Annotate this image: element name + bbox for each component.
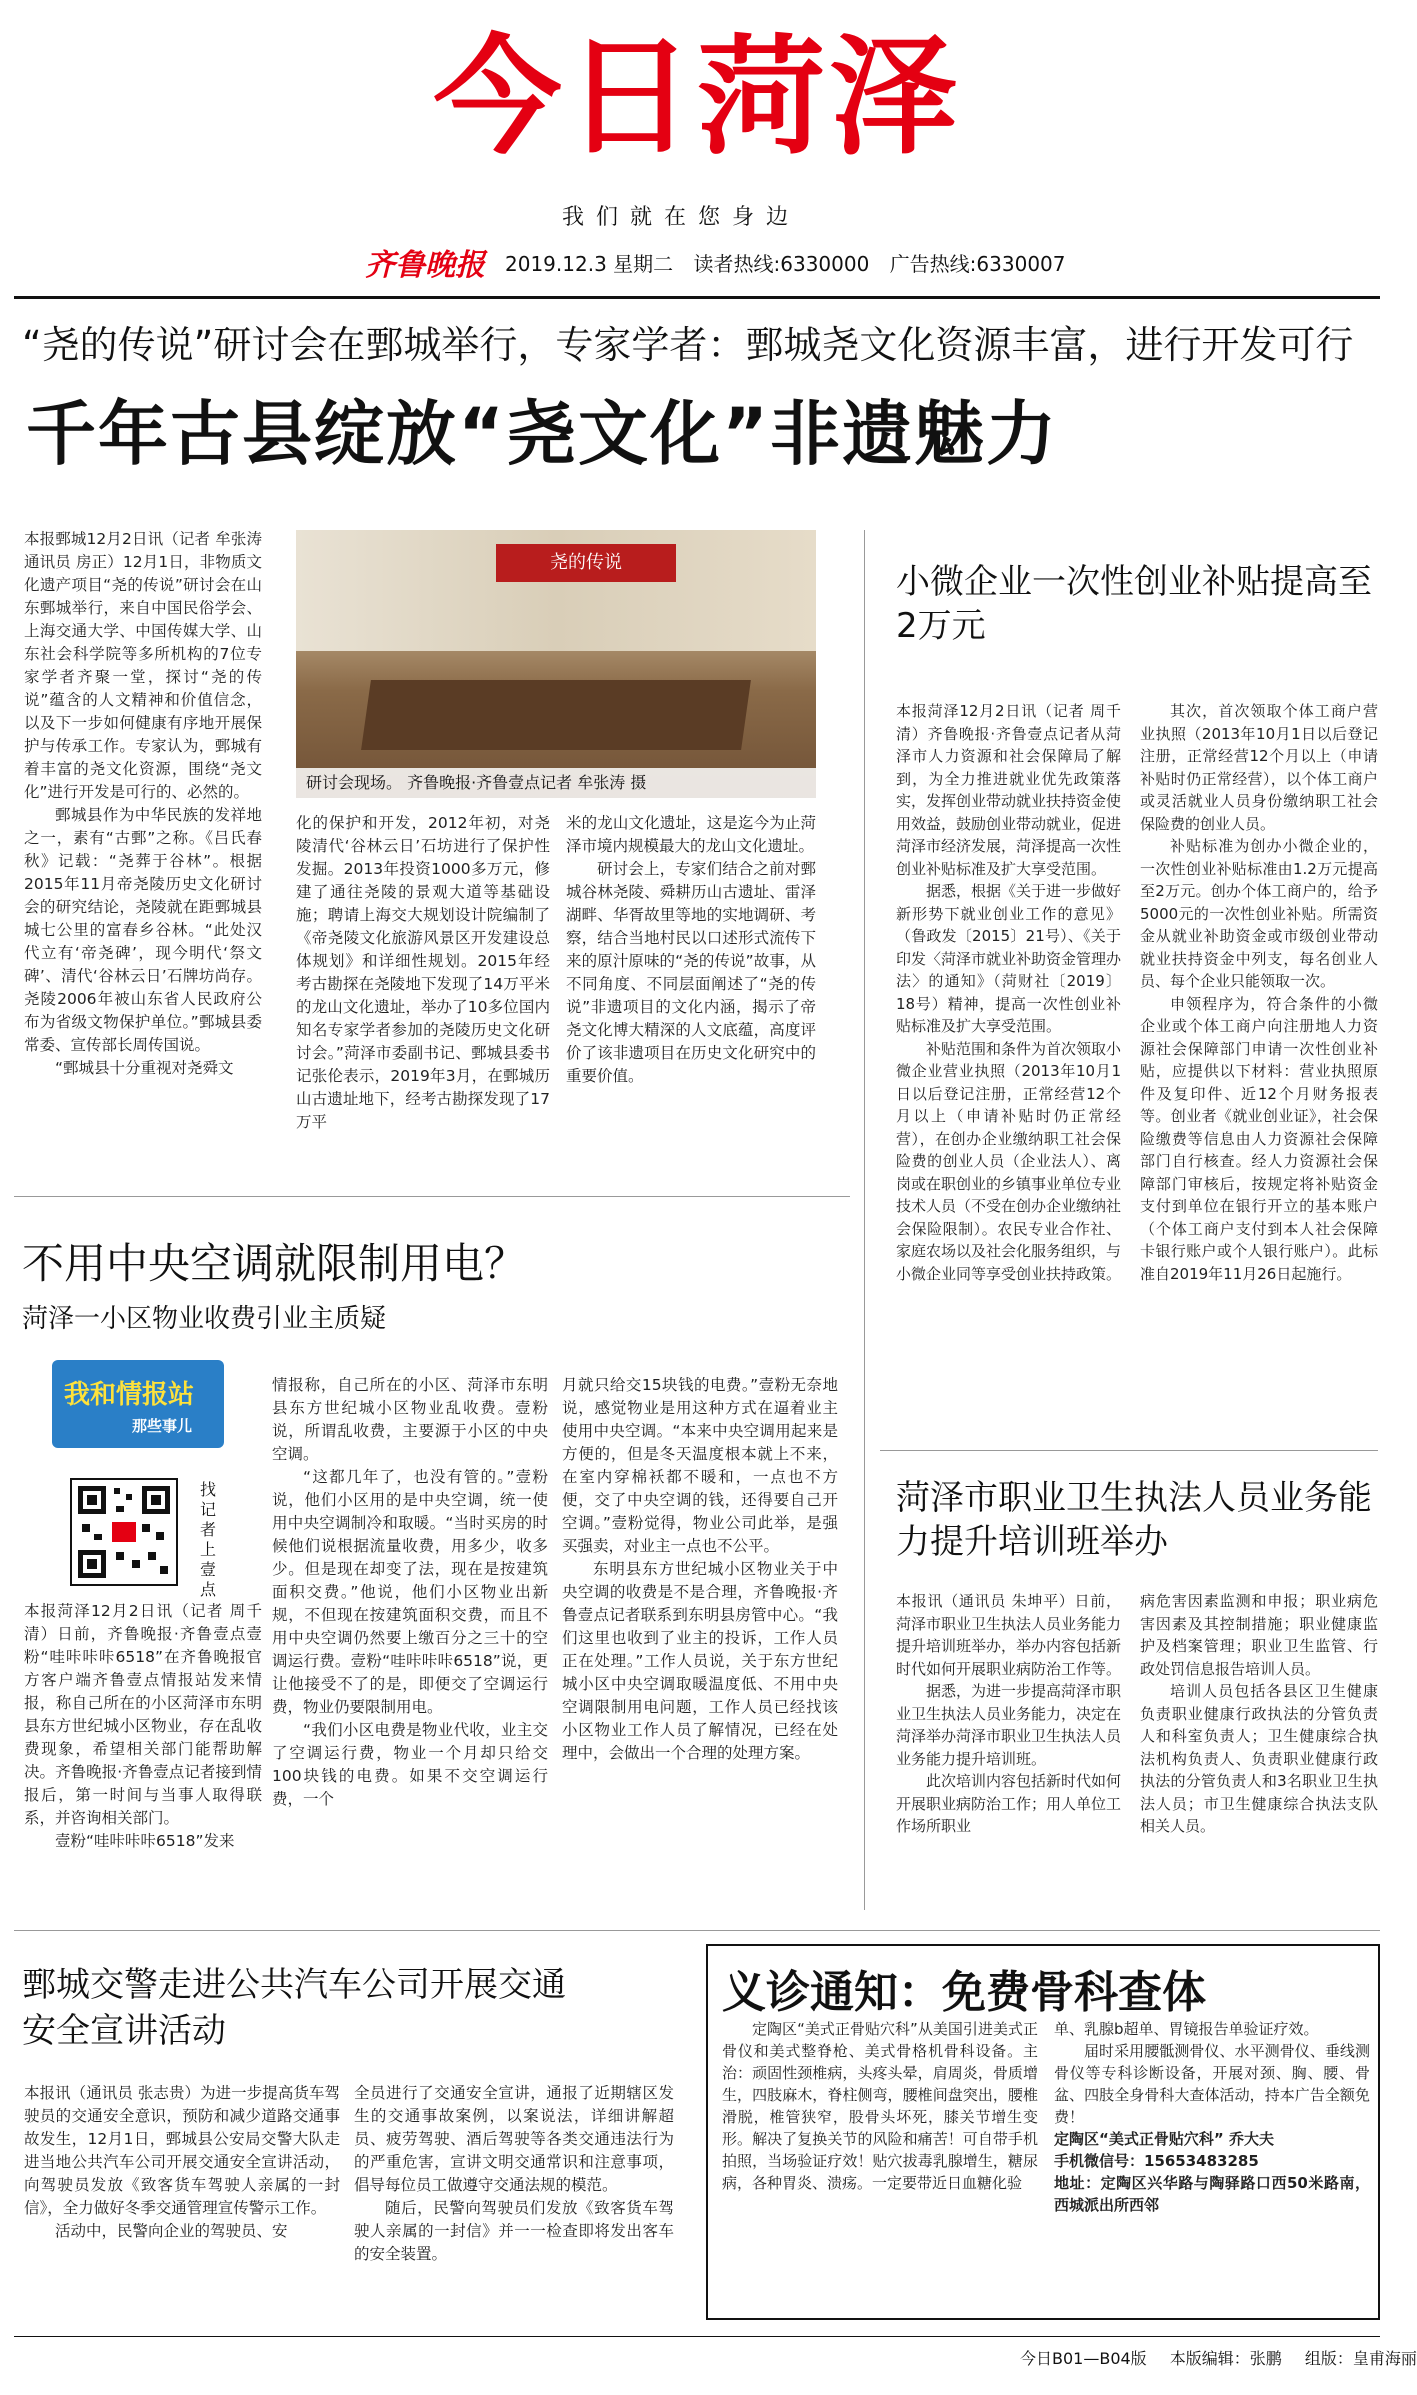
- story2-para: 补贴范围和条件为首次领取小微企业营业执照（2013年10月1日以后登记注册，正常经营12个月以上（申请补贴时仍正常经营），在创办企业缴纳职工社会保险费的创业人员（企业法人）、离岗或在职创业的乡镇事业单位专业技术人员（不受在创办企业缴纳社会保险限制）。农民专业合作社、家庭农场以及社会化服务组织，与小微企业同等享受创业扶持政策。: [896, 1039, 1122, 1283]
- section-divider: [14, 1196, 850, 1197]
- story3-headline: 不用中央空调就限制用电？: [22, 1239, 527, 1288]
- story4-para: 据悉，为进一步提高菏泽市职业卫生执法人员业务能力，决定在菏泽举办菏泽市职业卫生执法人员业务能力提升培训班。: [896, 1682, 1122, 1768]
- story1-para: 化的保护和开发，2012年初，对尧陵清代‘谷林云日’石坊进行了保护性发掘。2013年投资1000多万元，修建了通往尧陵的景观大道等基础设施；聘请上海交大规划设计院编制了《帝尧陵文化旅游风景区开发建设总体规划》和详细性规划。2015年经考古勘探在尧陵地下发现了14万平米的龙山文化遗址，举办了10多位国内知名专家学者参加的尧陵历史文化研讨会。”菏泽市委副书记、鄄城县委书记张伦表示，2019年3月，在鄄城历山古遗址地下，经考古勘探发现了17万平: [296, 814, 550, 1131]
- section-divider: [880, 1450, 1378, 1451]
- story1-para: 鄄城县作为中华民族的发祥地之一，素有“古鄄”之称。《吕氏春秋》记载：“尧葬于谷林”。根据2015年11月帝尧陵历史文化研讨会的研究结论，尧陵就在距鄄城县城七公里的富春乡谷林。“此处汉代立有‘帝尧碑’，现今明代‘祭文碑’、清代‘谷林云日’石牌坊尚存。尧陵2006年被山东省人民政府公布为省级文物保护单位。”鄄城县委常委、宣传部长周传国说。: [24, 806, 262, 1054]
- story1-para: “鄄城县十分重视对尧舜文: [55, 1059, 234, 1077]
- clinic-notice-box: [706, 1944, 1380, 2320]
- story1-column-3: [566, 812, 816, 1176]
- notice-column-1: [722, 2018, 1038, 2314]
- story1-photo: [296, 530, 816, 798]
- story3-column-3: [562, 1374, 838, 1890]
- story1-para: 研讨会上，专家们结合之前对鄄城谷林尧陵、舜耕历山古遗址、雷泽湖畔、华胥故里等地的实地调研、考察，结合当地村民以口述形式流传下来的原汁原味的“尧的传说”故事，从不同角度、不同层面阐述了“尧的传说”非遗项目的文化内涵，揭示了帝尧文化博大精深的人文底蕴，高度评价了该非遗项目在历史文化研究中的重要价值。: [566, 860, 816, 1085]
- story4-headline: 菏泽市职业卫生执法人员业务能力提升培训班举办: [896, 1478, 1372, 1562]
- masthead-dateline: [505, 248, 1066, 277]
- story1-kicker: “尧的传说”研讨会在鄄城举行，专家学者：鄄城尧文化资源丰富，进行开发可行: [22, 323, 1354, 367]
- qr-label: 找记者 上壹点: [200, 1480, 217, 1599]
- story1-para: 本报鄄城12月2日讯（记者 牟张涛 通讯员 房正）12月1日，非物质文化遗产项目“尧的传说”研讨会在山东鄄城举行，来自中国民俗学会、上海交通大学、中国传媒大学、山东社会科学院等多所机构的7位专家学者齐聚一堂，探讨“尧的传说”蕴含的人文精神和价值信念，以及下一步如何健康有序地开展保护与传承工作。专家认为，鄄城有着丰富的尧文化资源，围绕“尧文化”进行开发是可行的、必然的。: [24, 530, 262, 801]
- story4-para: 本报讯（通讯员 朱坤平）日前，菏泽市职业卫生执法人员业务能力提升培训班举办，举办内容包括新时代如何开展职业病防治工作等。: [896, 1592, 1122, 1678]
- card-subtitle: 那些事儿: [132, 1417, 193, 1435]
- story5-para: 本报讯（通讯员 张志贵）为进一步提高货车驾驶员的交通安全意识，预防和减少道路交通事故发生，12月1日，鄄城县公安局交警大队走进当地公共汽车公司开展交通安全宣讲活动，向驾驶员发放《致客货车驾驶人亲属的一封信》，全力做好冬季交通管理宣传警示工作。: [24, 2084, 340, 2217]
- story5-column-2: [354, 2082, 674, 2312]
- story3-para: 情报称，自己所在的小区、菏泽市东明县东方世纪城小区物业乱收费。壹粉说，所谓乱收费，主要源于小区的中央空调。: [272, 1376, 548, 1463]
- story1-column-1: [24, 528, 262, 1176]
- story4-para: 病危害因素监测和申报；职业病危害因素及其控制措施；职业健康监护及档案管理；职业卫生监管、行政处罚信息报告培训人员。: [1140, 1592, 1378, 1678]
- photo-banner: 尧的传说: [496, 544, 676, 582]
- story1-para: 米的龙山文化遗址，这是迄今为止菏泽市境内规模最大的龙山文化遗址。: [566, 814, 816, 855]
- qr-code: [70, 1478, 178, 1586]
- story1-column-2: [296, 812, 550, 1176]
- footer-rule: [14, 2336, 1380, 2337]
- story4-column-2: [1140, 1590, 1378, 1900]
- ad-hotline: 广告热线:6330007: [889, 252, 1066, 276]
- card-title: 我和情报站: [64, 1380, 195, 1410]
- story3-column-2: [272, 1374, 548, 1890]
- story2-headline: 小微企业一次性创业补贴提高至2万元: [896, 562, 1372, 646]
- story5-para: 活动中，民警向企业的驾驶员、安: [55, 2222, 288, 2240]
- notice-contact: 地址：定陶区兴华路与陶驿路口西50米路南，西城派出所西邻: [1054, 2174, 1370, 2214]
- masthead-title: 今日菏泽: [433, 23, 962, 172]
- section-divider: [14, 1930, 1380, 1931]
- brand-logo: 齐鲁晚报: [365, 248, 485, 283]
- notice-para: 定陶区“美式正骨贴穴科”从美国引进美式正骨仪和美式整脊枪、美式骨格机骨科设备。主治：顽固性颈椎病，头疼头晕，肩周炎，骨质增生，四肢麻木，脊柱侧弯，腰椎间盘突出，腰椎滑脱，椎管狭窄，股骨头坏死，膝关节增生变形。解决了复换关节的风险和痛苦！可自带手机拍照，当场验证疗效！贴穴拔毒乳腺增生，糖尿病，各种胃炎、溃疡。一定要带近日血糖化验: [722, 2020, 1038, 2192]
- story2-para: 本报菏泽12月2日讯（记者 周千清）齐鲁晚报·齐鲁壹点记者从菏泽市人力资源和社会保障局了解到，为全力推进就业优先政策落实，发挥创业带动就业扶持资金使用效益，鼓励创业带动就业，促进菏泽市经济发展，菏泽提高一次性创业补贴标准及扩大享受范围。: [896, 702, 1122, 878]
- story3-para: 壹粉“哇咔咔咔6518”发来: [55, 1832, 235, 1850]
- story5-column-1: [24, 2082, 340, 2312]
- notice-contact: 定陶区“美式正骨贴穴科” 乔大夫: [1054, 2130, 1274, 2148]
- story2-para: 申领程序为，符合条件的小微企业或个体工商户向注册地人力资源社会保障部门申请一次性创业补贴，应提供以下材料：营业执照原件及复印件、近12个月财务报表等。创业者《就业创业证》，社会保险缴费等信息由人力资源社会保障部门自行核查。经人力资源社会保障部门审核后，按规定将补贴资金支付到单位在银行开立的基本账户（个体工商户支付到本人社会保障卡银行账户或个人银行账户）。此标准自2019年11月26日起施行。: [1140, 994, 1378, 1283]
- column-divider: [864, 530, 865, 1910]
- footer-proof: 组版：皇甫海丽: [1304, 2349, 1417, 2368]
- intel-station-card: [52, 1360, 224, 1448]
- story3-para: 本报菏泽12月2日讯（记者 周千清）日前，齐鲁晚报·齐鲁壹点壹粉“哇咔咔咔6518”在齐鲁晚报官方客户端齐鲁壹点情报站发来情报，称自己所在的小区菏泽市东明县东方世纪城小区物业，存在乱收费现象，希望相关部门能帮助解决。齐鲁晚报·齐鲁壹点记者接到情报后，第一时间与当事人取得联系，并咨询相关部门。: [24, 1602, 262, 1827]
- masthead-slogan: 我们就在您身边: [562, 205, 801, 230]
- story3-para: “这都几年了，也没有管的。”壹粉说，他们小区用的是中央空调，统一使用中央空调制冷和取暖。“当时买房的时候他们说根据流量收费，用多少，收多少。但是现在却变了法，现在是按建筑面积交费。”他说，他们小区物业出新规，不但现在按建筑面积交费，而且不用中央空调仍然要上缴百分之三十的空调运行费。壹粉“哇咔咔咔6518”说，更让他接受不了的是，即便交了空调运行费，物业仍要限制用电。: [272, 1468, 548, 1716]
- footer-pages: 今日B01—B04版: [1020, 2349, 1147, 2368]
- reader-hotline: 读者热线:6330000: [693, 252, 870, 276]
- story3-subhead: 菏泽一小区物业收费引业主质疑: [22, 1304, 387, 1334]
- notice-para: 单、乳腺b超单、胃镜报告单验证疗效。: [1054, 2020, 1319, 2038]
- story3-para: 东明县东方世纪城小区物业关于中央空调的收费是不是合理，齐鲁晚报·齐鲁壹点记者联系到东明县房管中心。“我们这里也收到了业主的投诉，工作人员正在处理。”工作人员说，关于东方世纪城小区中央空调取暖温度低、不用中央空调限制用电问题，工作人员已经找该小区物业工作人员了解情况，已经在处理中，会做出一个合理的处理方案。: [562, 1560, 838, 1762]
- story4-para: 培训人员包括各县区卫生健康负责职业健康行政执法的分管负责人和科室负责人；卫生健康综合执法机构负责人、负责职业健康行政执法的分管负责人和3名职业卫生执法人员；市卫生健康综合执法支队相关人员。: [1140, 1682, 1378, 1835]
- story2-para: 据悉，根据《关于进一步做好新形势下就业创业工作的意见》（鲁政发〔2015〕21号）、《关于印发〈菏泽市就业补助资金管理办法〉的通知》（菏财社〔2019〕18号）精神，提高一次性创业补贴标准及扩大享受范围。: [896, 882, 1122, 1035]
- photo-conference-table: [361, 680, 751, 750]
- story1-headline: 千年古县绽放“尧文化”非遗魅力: [26, 393, 1059, 475]
- story4-column-1: [896, 1590, 1121, 1900]
- footer-editor: 本版编辑：张鹏: [1169, 2349, 1282, 2368]
- masthead-rule: [14, 296, 1380, 299]
- story3-column-1: [24, 1600, 262, 1890]
- story5-headline: 鄄城交警走进公共汽车公司开展交通安全宣讲活动: [22, 1965, 566, 2051]
- notice-column-2: [1054, 2018, 1370, 2314]
- story5-para: 随后，民警向驾驶员们发放《致客货车驾驶人亲属的一封信》并一一检查即将发出客车的安全装置。: [354, 2199, 674, 2263]
- story3-para: 月就只给交15块钱的电费。”壹粉无奈地说，感觉物业是用这种方式在逼着业主使用中央空调。“本来中央空调用起来是方便的，但是冬天温度根本就上不来，在室内穿棉袄都不暖和，一点也不方便，交了中央空调的钱，还得要自己开空调。”壹粉觉得，物业公司此举，是强买强卖，对业主一点也不公平。: [562, 1376, 838, 1555]
- story2-para: 其次，首次领取个体工商户营业执照（2013年10月1日以后登记注册，正常经营12个月以上（申请补贴时仍正常经营），以个体工商户或灵活就业人员身份缴纳职工社会保险费的创业人员。: [1140, 702, 1378, 833]
- story5-para: 全员进行了交通安全宣讲，通报了近期辖区发生的交通事故案例，以案说法，详细讲解超员、疲劳驾驶、酒后驾驶等各类交通违法行为的严重危害，宣讲文明交通常识和注意事项，倡导每位员工做遵守交通法规的模范。: [354, 2084, 674, 2194]
- photo-caption: 研讨会现场。 齐鲁晚报·齐鲁壹点记者 牟张涛 摄: [296, 768, 816, 798]
- footer-credits: [1020, 2346, 1417, 2369]
- story2-column-2: [1140, 700, 1378, 1470]
- notice-title: 义诊通知：免费骨科查体: [722, 1967, 1206, 2018]
- notice-para: 届时采用腰骶测骨仪、水平测骨仪、垂线测骨仪等专科诊断设备，开展对颈、胸、腰、骨盆、四肢全身骨科大查体活动，持本广告全额免费！: [1054, 2042, 1370, 2126]
- notice-contact: 手机微信号：15653483285: [1054, 2152, 1259, 2170]
- story2-para: 补贴标准为创办小微企业的，一次性创业补贴标准由1.2万元提高至2万元。创办个体工商户的，给予5000元的一次性创业补贴。所需资金从就业补助资金或市级创业带动就业扶持资金中列支，每名创业人员、每个企业只能领取一次。: [1140, 837, 1378, 990]
- story2-column-1: [896, 700, 1121, 1470]
- story4-para: 此次培训内容包括新时代如何开展职业病防治工作；用人单位工作场所职业: [896, 1772, 1122, 1835]
- story3-para: “我们小区电费是物业代收，业主交了空调运行费，物业一个月却只给交100块钱的电费。如果不交空调运行费，一个: [272, 1721, 548, 1808]
- issue-date: 2019.12.3 星期二: [505, 252, 674, 276]
